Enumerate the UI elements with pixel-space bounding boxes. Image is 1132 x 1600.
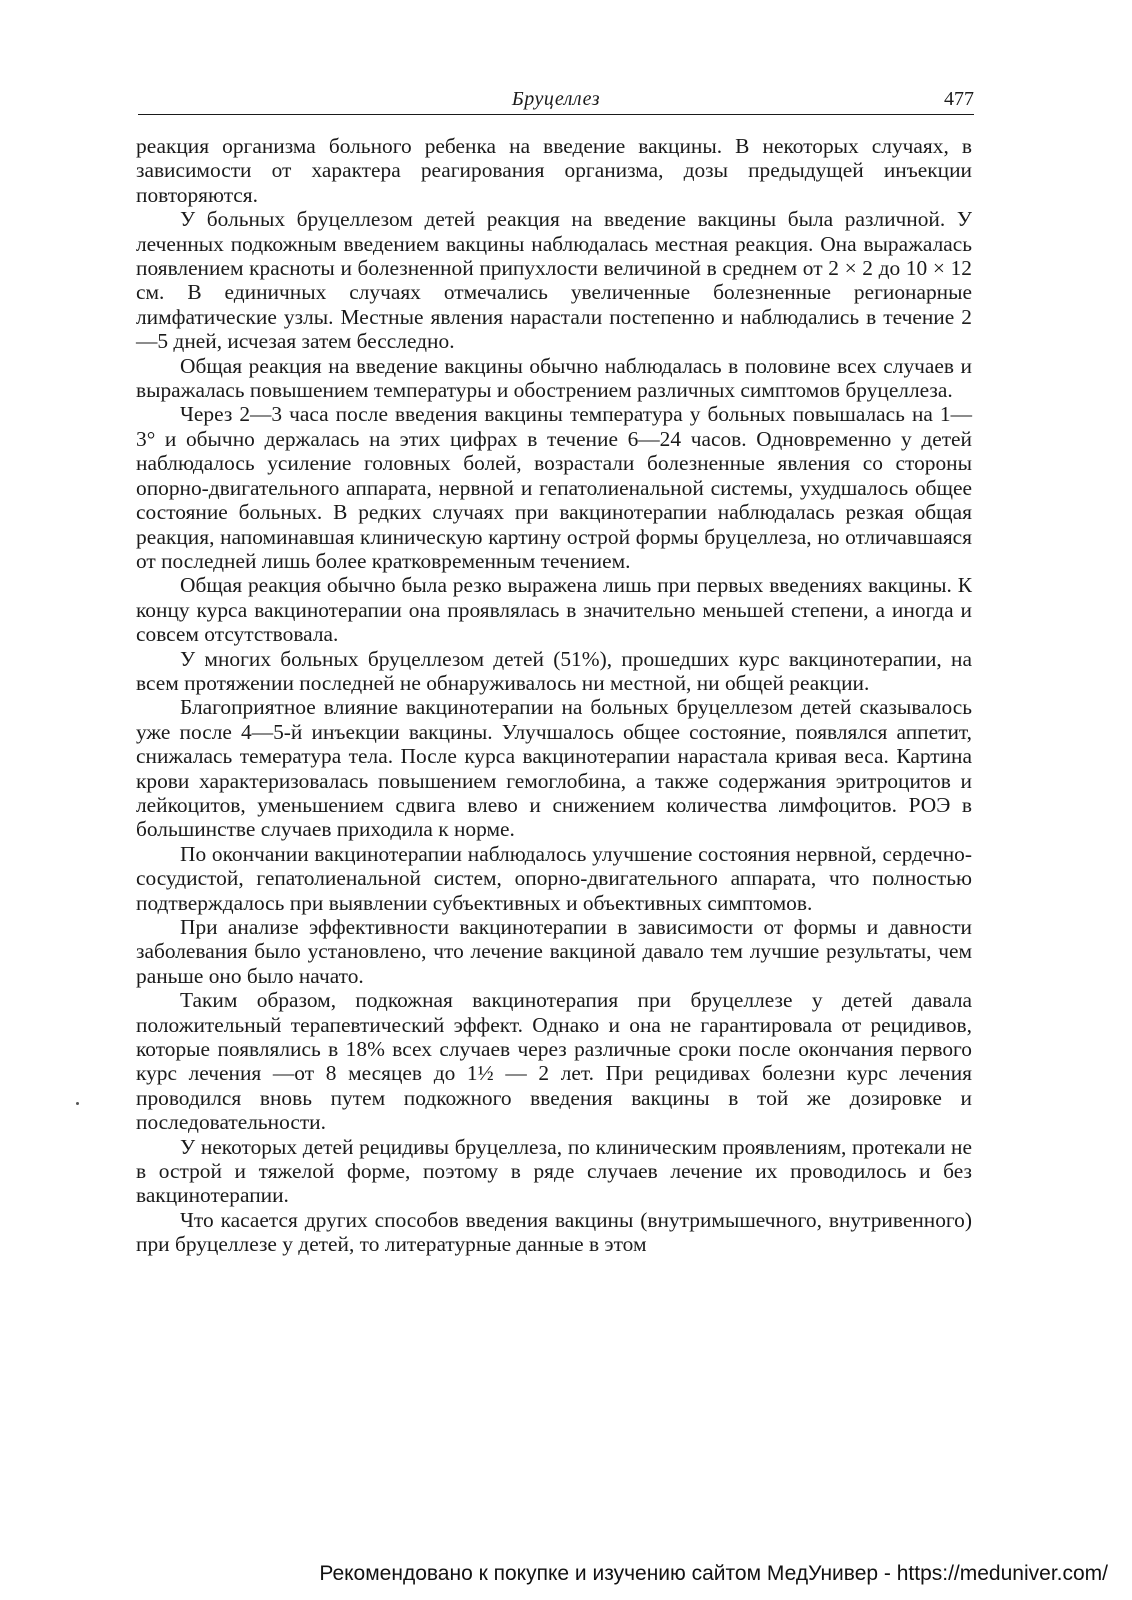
body-text [136, 134, 972, 1257]
paragraph: Таким образом, подкожная вакцинотерапия при бруцеллезе у детей давала положительный терапевтический эффект. Однако и она не гарантировала от рецидивов, которые появлялись в 18% всех случаев через различные сроки после окончания первого курс лечения —от 8 месяцев до 1½ — 2 лет. При рецидивах болезни курс лечения проводился вновь путем подкожного введения вакцины в той же дозировке и последовательности. [136, 988, 972, 1135]
paragraph: По окончании вакцинотерапии наблюдалось улучшение состояния нервной, сердечно-сосудистой, гепатолиенальной систем, опорно-двигательного аппарата, что полностью подтверждалось при выявлении субъективных и объективных симптомов. [136, 841, 972, 915]
paragraph: Через 2—3 часа после введения вакцины температура у больных повышалась на 1—3° и обычно держалась на этих цифрах в течение 6—24 часов. Одновременно у детей наблюдалось усиление головных болей, возрастали болезненные явления со стороны опорно-двигательного аппарата, нервной и гепатолиенальной системы, ухудшалось общее состояние больных. В редких случаях при вакцинотерапии наблюдалась резкая общая реакция, напоминавшая клиническую картину острой формы бруцеллеза, но отличавшаяся от последней лишь более кратковременным течением. [136, 402, 972, 573]
paragraph: Что касается других способов введения вакцины (внутримышечного, внутривенного) при бруцеллезе у детей, то литературные данные в этом [136, 1207, 972, 1257]
paragraph: У больных бруцеллезом детей реакция на введение вакцины была различной. У леченных подкожным введением вакцины наблюдалась местная реакция. Она выражалась появлением красноты и болезненной припухлости величиной в среднем от 2 × 2 до 10 × 12 см. В единичных случаях отмечались увеличенные болезненные регионарные лимфатические узлы. Местные явления нарастали постепенно и наблюдались в течение 2—5 дней, исчезая затем бесследно. [136, 207, 972, 354]
paragraph: У многих больных бруцеллезом детей (51%), прошедших курс вакцинотерапии, на всем протяжении последней не обнаруживалось ни местной, ни общей реакции. [136, 646, 972, 695]
running-header [138, 86, 974, 115]
paragraph: Общая реакция на введение вакцины обычно наблюдалась в половине всех случаев и выражалась повышением температуры и обострением различных симптомов бруцеллеза. [136, 353, 972, 403]
paragraph: Благоприятное влияние вакцинотерапии на больных бруцеллезом детей сказывалось уже после 4—5-й инъекции вакцины. Улучшалось общее состояние, появлялся аппетит, снижалась темература тела. После курса вакцинотерапии нарастала кривая веса. Картина крови характеризовалась повышением гемоглобина, а также содержания эритроцитов и лейкоцитов, уменьшением сдвига влево и снижением количества лимфоцитов. РОЭ в большинстве случаев приходила к норме. [136, 695, 972, 842]
paragraph: Общая реакция обычно была резко выражена лишь при первых введениях вакцины. К концу курса вакцинотерапии она проявлялась в значительно меньшей степени, а иногда и совсем отсутствовала. [136, 573, 972, 647]
scan-speck [76, 1102, 79, 1105]
paragraph: реакция организма больного ребенка на введение вакцины. В некоторых случаях, в зависимости от характера реагирования организма, дозы предыдущей инъекции повторяются. [136, 134, 972, 207]
paragraph: При анализе эффективности вакцинотерапии в зависимости от формы и давности заболевания было установлено, что лечение вакциной давало тем лучшие результаты, чем раньше оно было начато. [136, 915, 972, 988]
running-title: Бруцеллез [511, 88, 601, 110]
paragraph: У некоторых детей рецидивы бруцеллеза, по клиническим проявлениям, протекали не в острой и тяжелой форме, поэтому в ряде случаев лечение их проводилось и без вакцинотерапии. [136, 1134, 972, 1208]
page-number: 477 [944, 88, 974, 110]
footer-recommendation: Рекомендовано к покупке и изучению сайтом МедУнивер - https://meduniver.com/ [319, 1562, 1108, 1585]
